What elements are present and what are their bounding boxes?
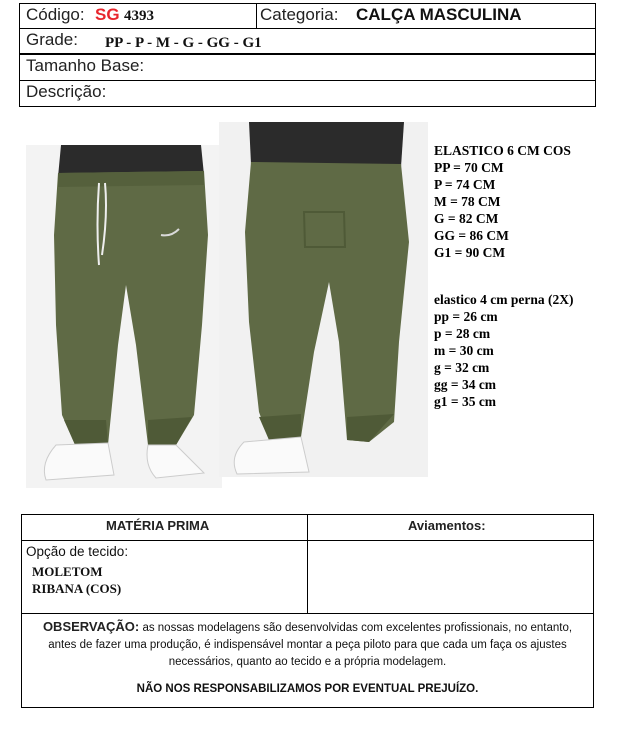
materia-prima-heading: MATÉRIA PRIMA <box>106 518 210 533</box>
descricao-label: Descrição: <box>26 82 107 101</box>
waist-gg: GG = 86 CM <box>434 228 509 243</box>
materials-table <box>21 514 594 708</box>
waist-g: G = 82 CM <box>434 211 499 226</box>
leg-p: p = 28 cm <box>434 326 491 341</box>
tecido-ribana: RIBANA (COS) <box>32 581 122 596</box>
categoria-value: CALÇA MASCULINA <box>356 5 522 24</box>
codigo-prefix: SG <box>95 5 120 24</box>
leg-measurements <box>434 291 573 410</box>
header-divider <box>256 4 257 28</box>
waist-title: ELASTICO 6 CM COS <box>434 143 571 158</box>
header-row-tamanho <box>19 54 596 81</box>
waist-m: M = 78 CM <box>434 194 501 209</box>
leg-title: elastico 4 cm perna (2X) <box>434 292 574 307</box>
tamanho-label: Tamanho Base: <box>26 56 145 75</box>
materials-table-divider <box>307 515 308 613</box>
product-photo-front <box>26 145 222 488</box>
aviamentos-heading: Aviamentos: <box>408 518 486 533</box>
leg-gg: gg = 34 cm <box>434 377 497 392</box>
leg-m: m = 30 cm <box>434 343 494 358</box>
observation-text <box>30 618 585 671</box>
header-row-grade <box>19 28 596 54</box>
grade-label: Grade: <box>26 30 78 49</box>
opcao-tecido-label: Opção de tecido: <box>26 544 129 559</box>
grade-value: PP - P - M - G - GG - G1 <box>105 35 262 51</box>
waist-p: P = 74 CM <box>434 177 496 192</box>
categoria-label: Categoria: <box>260 5 339 24</box>
materials-table-separator <box>22 613 593 614</box>
observation-label: OBSERVAÇÃO: <box>42 619 140 634</box>
codigo-label: Código: <box>26 5 85 24</box>
observation-body: as nossas modelagens são desenvolvidas com excelentes profissionais, no entanto, antes de fazer uma produção, é indispensável montar a peça piloto para que cada um faça os ajustes necessários, quanto ao tecido e a própria modelagem. <box>48 622 573 668</box>
waist-measurements <box>434 142 571 261</box>
leg-g: g = 32 cm <box>434 360 490 375</box>
leg-pp: pp = 26 cm <box>434 309 498 324</box>
header-row-code <box>19 3 596 29</box>
header-row-descricao <box>19 80 596 107</box>
codigo-number: 4393 <box>124 8 154 24</box>
waist-g1: G1 = 90 CM <box>434 245 506 260</box>
product-photo-back <box>219 122 428 477</box>
disclaimer: NÃO NOS RESPONSABILIZAMOS POR EVENTUAL PREJUÍZO. <box>136 683 479 695</box>
waist-pp: PP = 70 CM <box>434 160 504 175</box>
leg-g1: g1 = 35 cm <box>434 394 497 409</box>
tecido-moletom: MOLETOM <box>32 564 103 579</box>
